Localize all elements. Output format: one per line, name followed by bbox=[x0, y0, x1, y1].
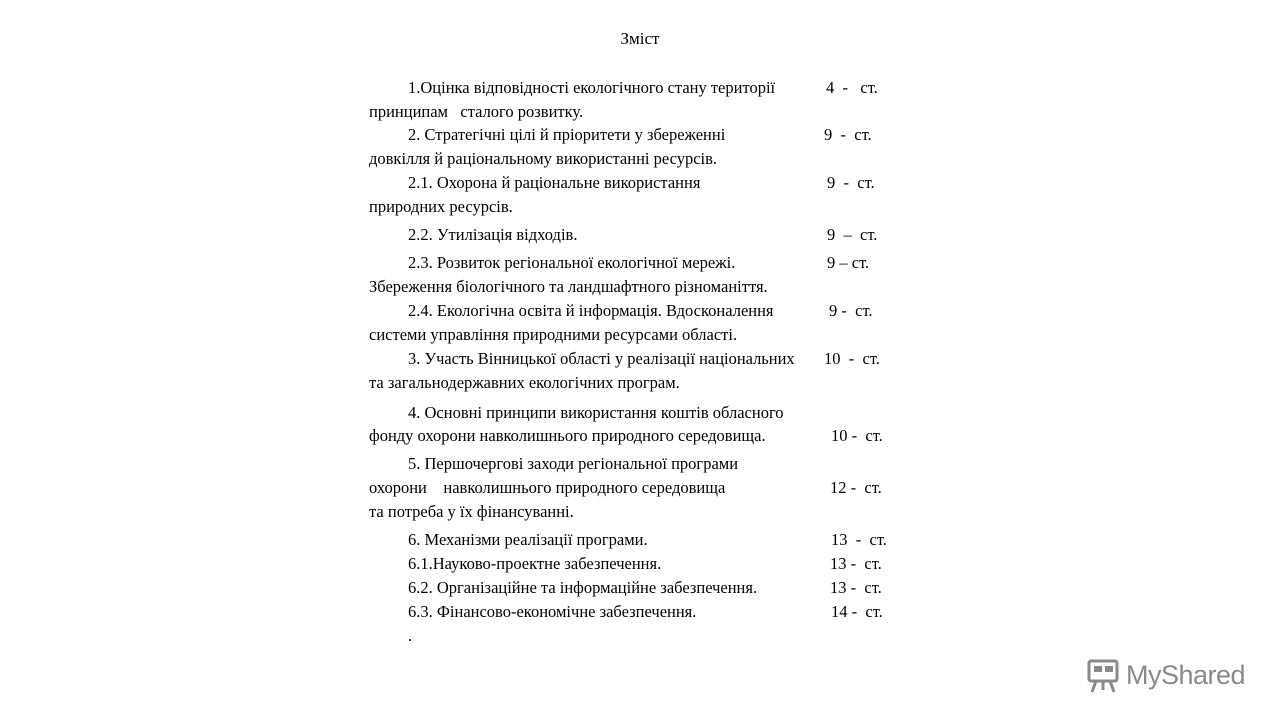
toc-entry-8-page: 10 - ст. bbox=[831, 426, 883, 445]
toc-entry-5-page: 9 – ст. bbox=[827, 253, 870, 272]
toc-entry-2-line-2: довкілля й раціональному використанні ресурсів. bbox=[369, 149, 718, 168]
toc-entry-9-page: 12 - ст. bbox=[830, 478, 882, 497]
toc-entry-11-line-1: 6.1.Науково-проектне забезпечення. bbox=[408, 554, 662, 573]
toc-entry-1-line-2: принципам сталого розвитку. bbox=[369, 102, 584, 121]
toc-entry-7-line-2: та загальнодержавних екологічних програм. bbox=[369, 373, 680, 392]
toc-entry-10-page: 13 - ст. bbox=[831, 530, 887, 549]
toc-entry-9-line-2: охорони навколишнього природного середовища bbox=[369, 478, 726, 497]
toc-entry-7-page: 10 - ст. bbox=[824, 349, 880, 368]
toc-entry-9-line-3: та потреба у їх фінансуванні. bbox=[369, 502, 574, 521]
toc-entry-5-line-2: Збереження біологічного та ландшафтного різноманіття. bbox=[369, 277, 768, 296]
toc-entry-10-line-1: 6. Механізми реалізації програми. bbox=[408, 530, 648, 549]
toc-entry-4-page: 9 – ст. bbox=[827, 225, 878, 244]
projector-icon bbox=[1086, 656, 1122, 696]
toc-entry-1-line-1: 1.Оцінка відповідності екологічного стану території bbox=[408, 78, 776, 97]
toc-entry-6-line-1: 2.4. Екологічна освіта й інформація. Вдосконалення bbox=[408, 301, 774, 320]
logo-text: MyShared bbox=[1126, 660, 1246, 690]
myshared-logo bbox=[1086, 656, 1246, 696]
toc-entry-2-line-1: 2. Стратегічні цілі й пріоритети у збереженні bbox=[408, 125, 726, 144]
toc-entry-12-line-1: 6.2. Організаційне та інформаційне забезпечення. bbox=[408, 578, 758, 597]
toc-entry-8-line-1: 4. Основні принципи використання коштів обласного bbox=[408, 403, 784, 422]
toc-entry-3-line-1: 2.1. Охорона й раціональне використання bbox=[408, 173, 701, 192]
toc-title: Зміст bbox=[620, 29, 660, 48]
toc-entry-8-line-2: фонду охорони навколишнього природного середовища. bbox=[369, 426, 766, 445]
toc-entry-5-line-1: 2.3. Розвиток регіональної екологічної мережі. bbox=[408, 253, 736, 272]
trailing-mark: . bbox=[408, 626, 413, 645]
toc-entry-11-page: 13 - ст. bbox=[830, 554, 882, 573]
toc-entry-1-page: 4 - ст. bbox=[826, 78, 878, 97]
toc-entry-4-line-1: 2.2. Утилізація відходів. bbox=[408, 225, 578, 244]
toc-entry-3-page: 9 - ст. bbox=[827, 173, 875, 192]
toc-entry-2-page: 9 - ст. bbox=[824, 125, 872, 144]
toc-entry-9-line-1: 5. Першочергові заходи регіональної програми bbox=[408, 454, 739, 473]
toc-entry-13-line-1: 6.3. Фінансово-економічне забезпечення. bbox=[408, 602, 697, 621]
toc-entry-6-line-2: системи управління природними ресурсами області. bbox=[369, 325, 738, 344]
toc-entry-12-page: 13 - ст. bbox=[830, 578, 882, 597]
toc-entry-3-line-2: природних ресурсів. bbox=[369, 197, 513, 216]
toc-entry-7-line-1: 3. Участь Вінницької області у реалізації національних bbox=[408, 349, 795, 368]
toc-entry-6-page: 9 - ст. bbox=[829, 301, 873, 320]
toc-entry-13-page: 14 - ст. bbox=[831, 602, 883, 621]
